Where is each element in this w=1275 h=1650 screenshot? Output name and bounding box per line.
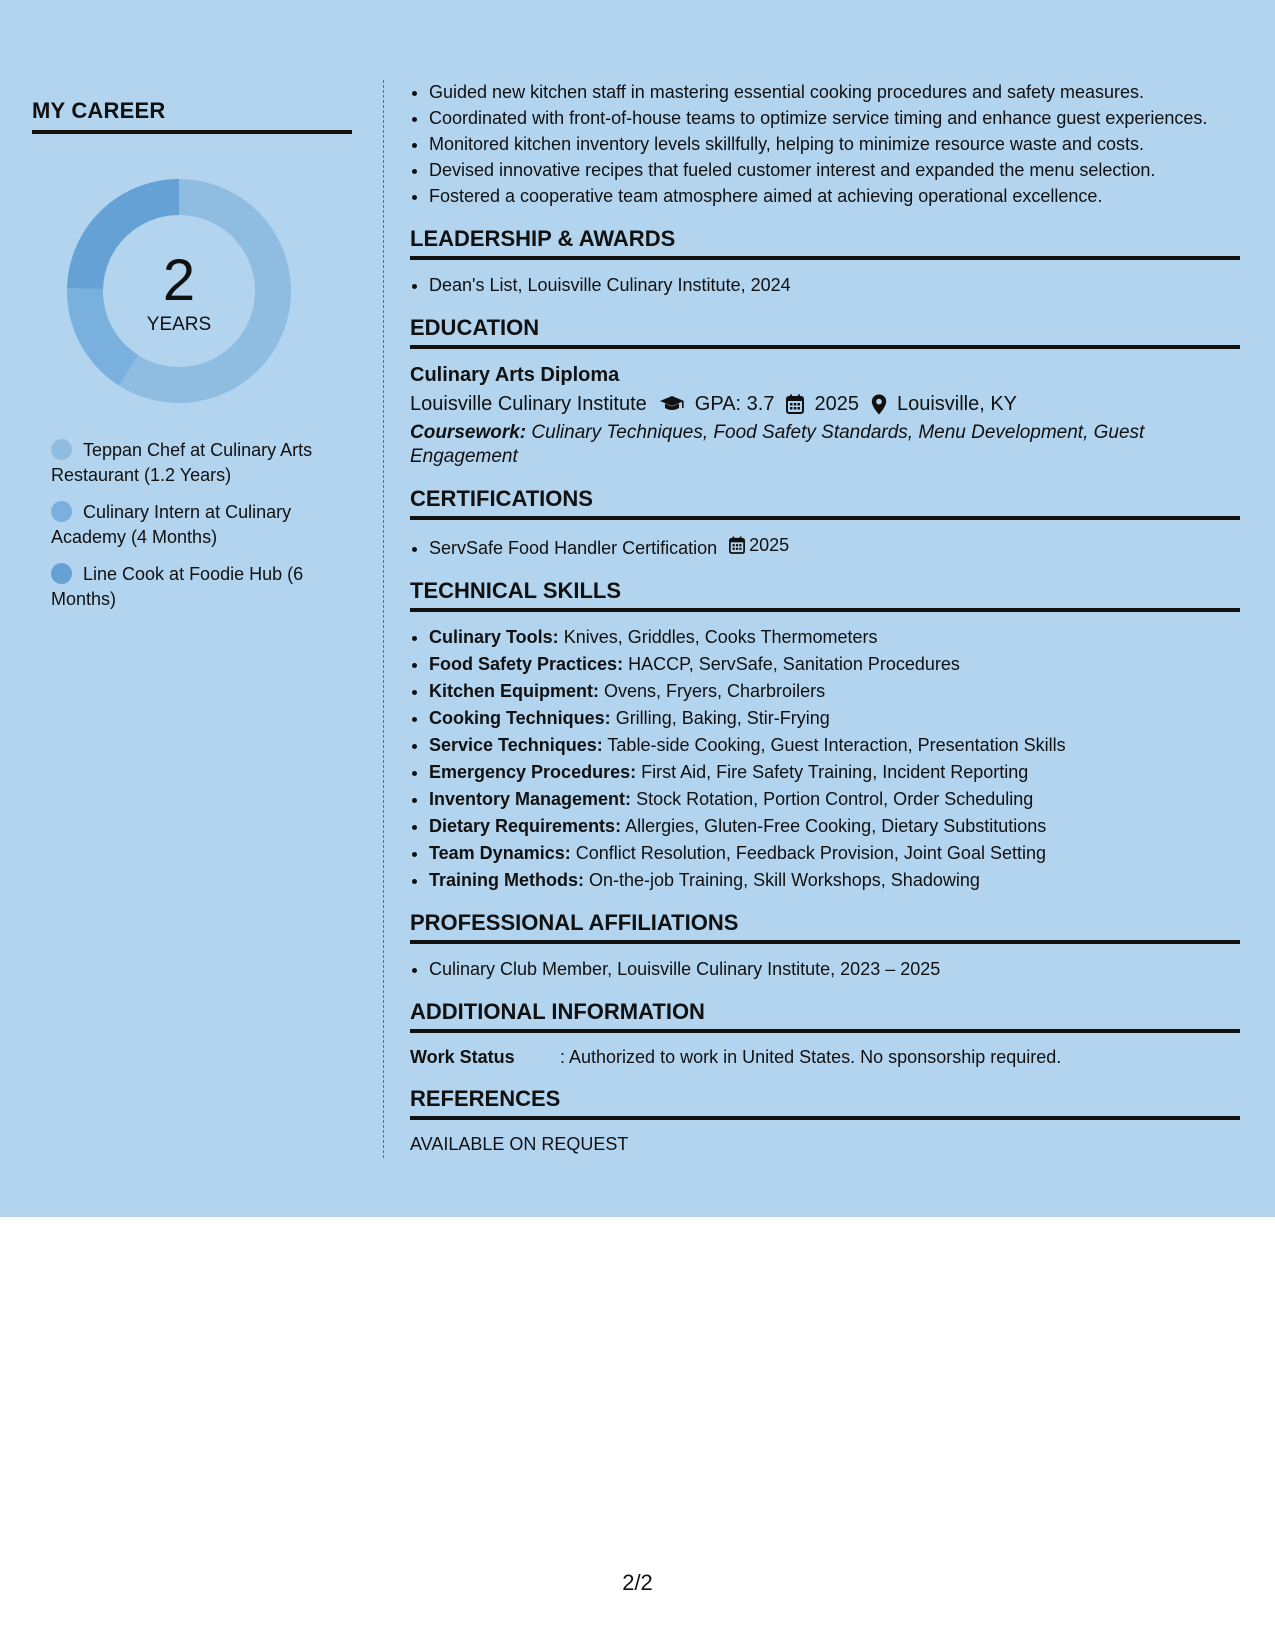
gpa: GPA: 3.7 — [694, 393, 775, 415]
skill-value: Ovens, Fryers, Charbroilers — [604, 681, 826, 701]
skill-label: Culinary Tools: — [429, 627, 559, 647]
leadership-list — [410, 272, 1240, 298]
right-column — [410, 80, 1240, 1156]
section-title: EDUCATION — [410, 315, 1240, 349]
affiliation-item: • Culinary Club Member, Louisville Culinary Institute, 2023 – 2025 — [429, 956, 1240, 982]
experience-bullet: • Coordinated with front-of-house teams to optimize service timing and enhance guest experiences. — [429, 106, 1240, 131]
skill-label: Cooking Techniques: — [429, 708, 611, 728]
graduation-year: 2025 — [814, 393, 859, 415]
skill-label: Service Techniques: — [429, 735, 603, 755]
skill-value: Allergies, Gluten-Free Cooking, Dietary Substitutions — [625, 816, 1047, 836]
coursework-text: Culinary Techniques, Food Safety Standards, Menu Development, Guest Engagement — [410, 422, 1145, 467]
legend-dot-icon — [51, 563, 72, 584]
skills-list — [410, 624, 1240, 893]
skill-value: HACCP, ServSafe, Sanitation Procedures — [628, 654, 960, 674]
skill-item — [429, 759, 1240, 785]
career-legend-item — [51, 562, 351, 612]
left-column — [32, 80, 352, 624]
career-legend-item — [51, 500, 351, 550]
affiliations-list — [410, 956, 1240, 982]
experience-bullet: • Monitored kitchen inventory levels skillfully, helping to minimize resource waste and costs. — [429, 132, 1240, 157]
additional-info-section — [410, 999, 1240, 1069]
experience-bullet: • Guided new kitchen staff in mastering essential cooking procedures and safety measures. — [429, 80, 1240, 105]
skill-value: On-the-job Training, Skill Workshops, Shadowing — [589, 870, 980, 890]
work-status-value: : Authorized to work in United States. No sponsorship required. — [560, 1047, 1062, 1067]
section-title: TECHNICAL SKILLS — [410, 578, 1240, 612]
education-details — [410, 389, 1240, 419]
column-divider — [383, 80, 384, 1158]
donut-value: 2 — [162, 248, 196, 313]
skill-item — [429, 786, 1240, 812]
coursework-label: Coursework: — [410, 422, 527, 443]
calendar-icon — [729, 536, 745, 554]
certification-date — [729, 532, 789, 558]
donut-unit: YEARS — [146, 314, 212, 335]
section-title: REFERENCES — [410, 1086, 1240, 1120]
skill-label: Team Dynamics: — [429, 843, 571, 863]
experience-bullet: • Devised innovative recipes that fueled customer interest and expanded the menu selection. — [429, 158, 1240, 183]
experience-bullet: • Fostered a cooperative team atmosphere aimed at achieving operational excellence. — [429, 184, 1240, 209]
skill-value: Knives, Griddles, Cooks Thermometers — [563, 627, 878, 647]
coursework — [410, 421, 1240, 469]
leadership-item: • Dean's List, Louisville Culinary Institute, 2024 — [429, 272, 1240, 298]
certification-item — [429, 532, 1240, 561]
career-legend — [51, 438, 352, 612]
certification-year: 2025 — [749, 535, 790, 555]
skill-value: Conflict Resolution, Feedback Provision, Joint Goal Setting — [575, 843, 1046, 863]
skill-label: Emergency Procedures: — [429, 762, 637, 782]
section-title: CERTIFICATIONS — [410, 486, 1240, 520]
section-title: LEADERSHIP & AWARDS — [410, 226, 1240, 260]
career-legend-item — [51, 438, 351, 488]
career-item-text: Line Cook at Foodie Hub (6 Months) — [51, 564, 304, 609]
certification-name: ServSafe Food Handler Certification — [429, 538, 718, 558]
skill-label: Kitchen Equipment: — [429, 681, 599, 701]
affiliations-section — [410, 910, 1240, 982]
skill-item — [429, 867, 1240, 893]
skill-value: First Aid, Fire Safety Training, Incident Reporting — [641, 762, 1029, 782]
legend-dot-icon — [51, 439, 72, 460]
skill-label: Inventory Management: — [429, 789, 632, 809]
career-item-text: Teppan Chef at Culinary Arts Restaurant (1.2 Years) — [51, 440, 313, 485]
skill-item — [429, 840, 1240, 866]
skill-value: Stock Rotation, Portion Control, Order Scheduling — [636, 789, 1034, 809]
graduation-cap-icon — [659, 395, 685, 413]
education-section — [410, 315, 1240, 469]
skill-item — [429, 678, 1240, 704]
skill-value: Table-side Cooking, Guest Interaction, Presentation Skills — [607, 735, 1066, 755]
skill-label: Food Safety Practices: — [429, 654, 624, 674]
skill-item — [429, 732, 1240, 758]
references-text: AVAILABLE ON REQUEST — [410, 1134, 629, 1154]
school: Louisville Culinary Institute — [410, 393, 647, 415]
skills-section — [410, 578, 1240, 893]
work-status-row — [410, 1045, 1240, 1069]
donut-center — [66, 178, 292, 404]
references-section — [410, 1086, 1240, 1156]
certifications-list — [410, 532, 1240, 561]
skill-item — [429, 705, 1240, 731]
career-heading: MY CAREER — [32, 80, 352, 134]
location: Louisville, KY — [896, 393, 1018, 415]
page-number: 2/2 — [622, 1570, 653, 1595]
skill-item — [429, 813, 1240, 839]
location-pin-icon — [871, 394, 887, 415]
skill-label: Dietary Requirements: — [429, 816, 622, 836]
career-donut-chart — [66, 178, 292, 404]
legend-dot-icon — [51, 501, 72, 522]
experience-bullets — [410, 80, 1240, 209]
skill-label: Training Methods: — [429, 870, 584, 890]
skill-item — [429, 651, 1240, 677]
section-title: PROFESSIONAL AFFILIATIONS — [410, 910, 1240, 944]
certifications-section — [410, 486, 1240, 561]
calendar-icon — [786, 394, 804, 414]
section-title: ADDITIONAL INFORMATION — [410, 999, 1240, 1033]
skill-item — [429, 624, 1240, 650]
skill-value: Grilling, Baking, Stir-Frying — [615, 708, 830, 728]
degree: Culinary Arts Diploma — [410, 364, 620, 386]
leadership-section — [410, 226, 1240, 298]
career-item-text: Culinary Intern at Culinary Academy (4 Months) — [51, 502, 292, 547]
work-status-label: Work Status — [410, 1047, 515, 1067]
